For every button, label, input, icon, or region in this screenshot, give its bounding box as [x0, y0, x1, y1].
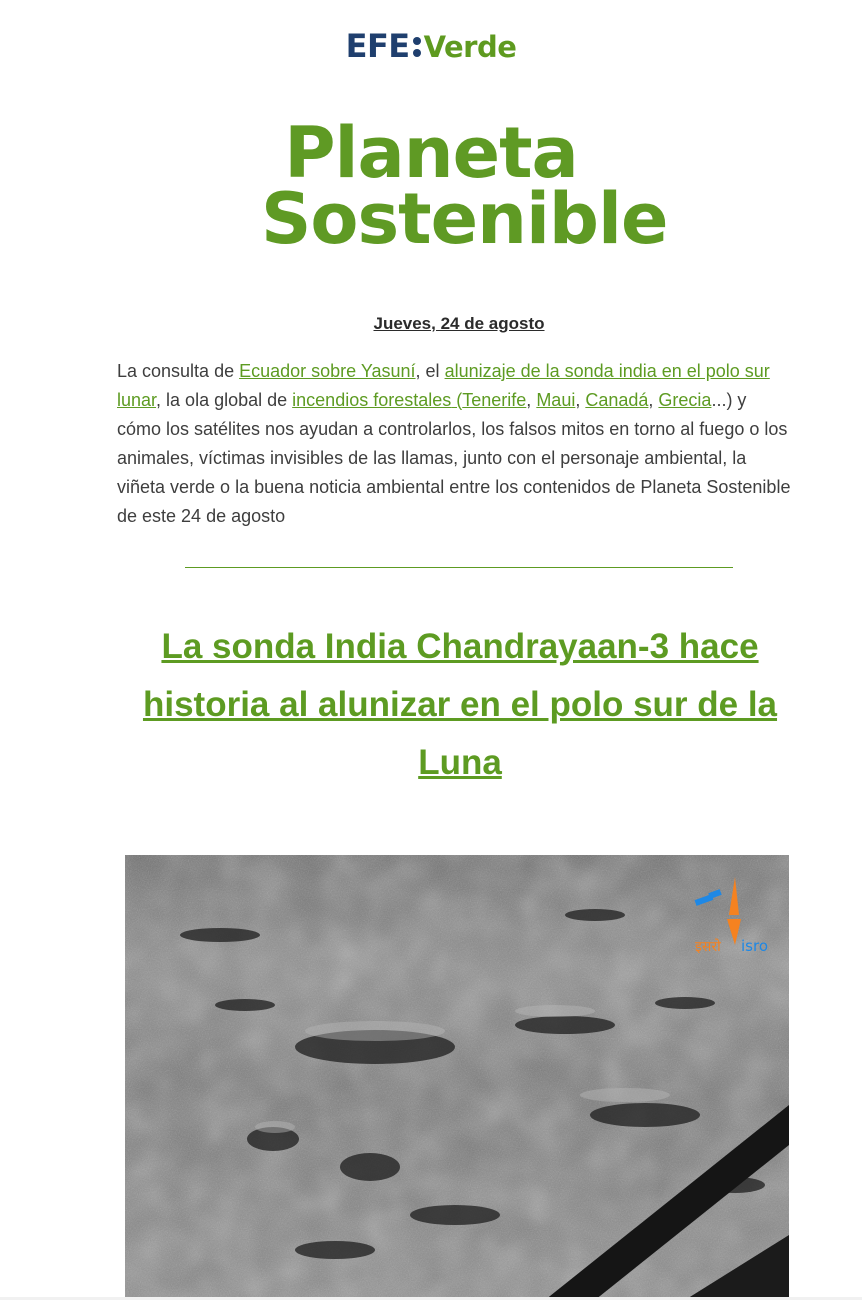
- efe-verde-logo[interactable]: [0, 26, 862, 67]
- link-paren[interactable]: (: [451, 390, 463, 410]
- newsletter-title: Planeta Sostenible: [261, 112, 668, 260]
- intro-paragraph: La consulta de Ecuador sobre Yasuní, el alunizaje de la sonda india en el polo sur lunar, la ola global de incendios forestales (Tenerife, Maui, Canadá, Grecia...) y cómo los satélites nos ayudan a controlarlos, los falsos mitos en torno al fuego o los animales, víctimas invisibles de las llamas, junto con el personaje ambiental, la viñeta verde o la buena noticia ambiental entre los contenidos de Planeta Sostenible de este 24 de agosto: [117, 361, 791, 526]
- logo-colon-icon: [412, 31, 422, 61]
- logo-efe: EFE: [345, 27, 410, 65]
- link-maui[interactable]: Maui: [536, 390, 576, 410]
- link-ecuador-yasuni[interactable]: Ecuador sobre Yasuní: [239, 361, 416, 381]
- isro-logo-icon: [693, 875, 775, 955]
- link-alunizaje[interactable]: alunizaje de la sonda india en el polo sur lunar: [117, 361, 770, 410]
- link-incendios-forestales[interactable]: incendios forestales: [292, 390, 452, 410]
- link-canada[interactable]: Canadá: [585, 390, 649, 410]
- issue-date: Jueves, 24 de agosto: [373, 314, 545, 333]
- lunar-surface-image: [125, 855, 789, 1300]
- link-tenerife[interactable]: Tenerife: [462, 390, 527, 410]
- logo-verde: Verde: [423, 30, 517, 64]
- link-grecia[interactable]: Grecia: [658, 390, 712, 410]
- svg-text:इसरो: इसरो: [695, 939, 721, 955]
- section-divider: [185, 567, 733, 568]
- svg-text:isro: isro: [741, 937, 768, 955]
- lunar-surface-photo[interactable]: [125, 855, 789, 1300]
- article-headline-link[interactable]: La sonda India Chandrayaan-3 hace historia al alunizar en el polo sur de la Luna: [142, 627, 778, 782]
